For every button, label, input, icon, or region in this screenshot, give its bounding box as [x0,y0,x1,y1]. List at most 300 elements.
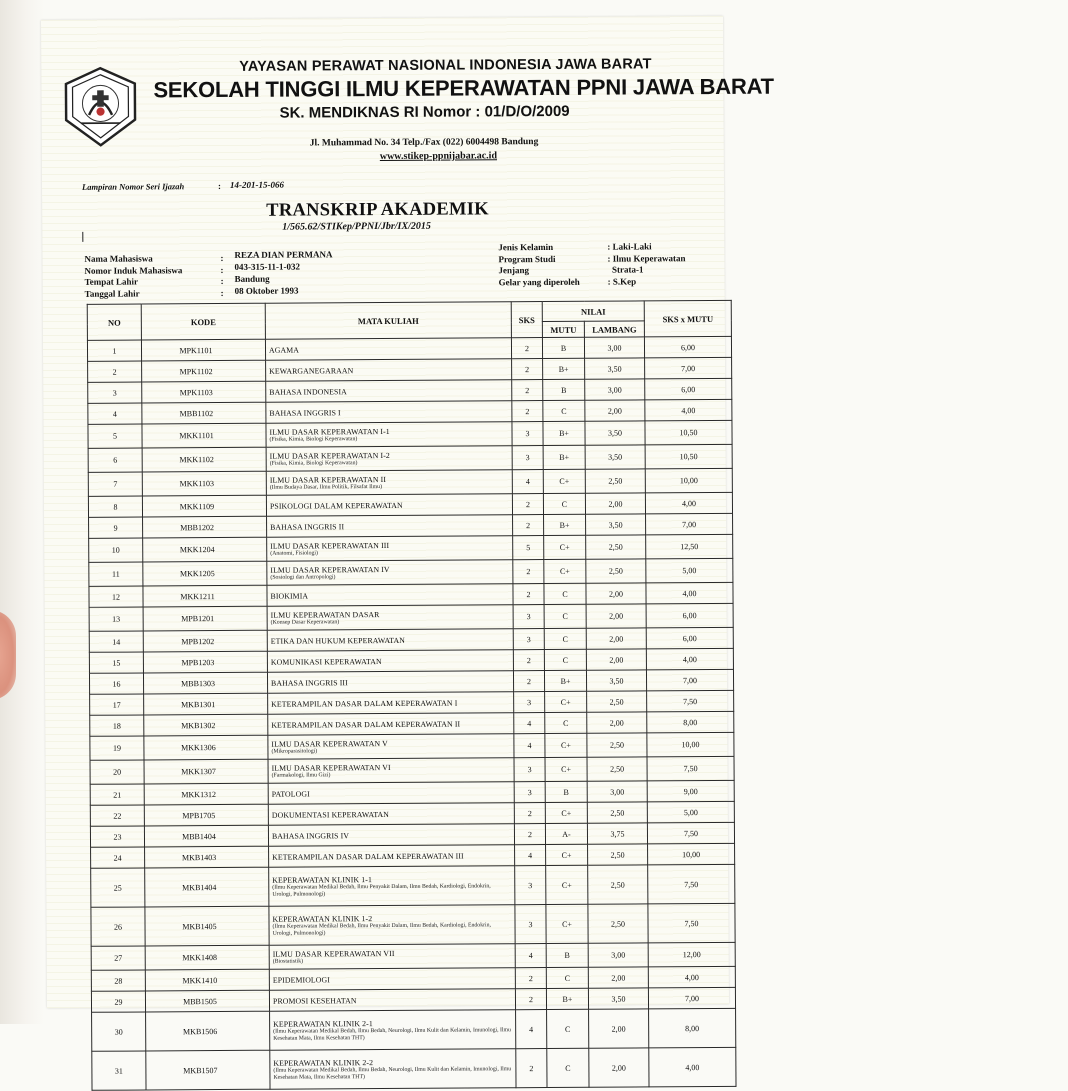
cell-code: MKB1403 [145,846,269,868]
course-detail: (Ilmu Keperawatan Medikal Bedah, Ilmu Bedah, Neurologi, Ilmu Kulit dan Kelamin, Imunologi, Ilmu Kesehatan Mata, Ilmu Kesehatan THT) [273,1026,511,1042]
course-name: ILMU KEPERAWATAN DASAR [270,609,380,620]
cell-no: 29 [91,991,145,1012]
cell-points: 2,50 [587,757,647,781]
cell-points: 2,50 [586,559,646,583]
birthdate-label: Tanggal Lahir [84,287,140,299]
cell-no: 14 [89,631,143,652]
cell-code: MPB1203 [143,651,267,673]
course-name: ILMU DASAR KEPERAWATAN VI [271,762,391,773]
cell-sks: 4 [516,1010,547,1049]
cell-sks: 4 [514,734,545,758]
cell-code: MKK1109 [142,495,266,517]
cell-no: 7 [88,472,142,496]
cell-total: 5,00 [647,801,734,823]
school-website: www.stikep-ppnijabar.ac.id [379,150,498,163]
course-name: KOMUNIKASI KEPERAWATAN [270,656,382,667]
cell-no: 5 [88,424,142,448]
course-detail: (Fisika, Kimia, Biologi Keperawatan) [269,459,358,467]
cell-code: MKK1103 [142,471,266,496]
cell-points: 2,00 [589,1009,649,1048]
cell-sks: 3 [513,605,544,629]
cell-code: MPK1101 [141,339,265,361]
table-row [92,1047,736,1090]
cell-points: 3,00 [584,337,644,358]
cell-no: 10 [89,538,143,562]
cell-no: 21 [90,784,144,805]
cell-code: MKB1404 [145,867,269,907]
cell-course [269,968,515,991]
student-gender: : Laki-Laki [607,241,652,252]
cell-course [268,803,514,826]
school-name: SEKOLAH TINGGI ILMU KEPERAWATAN PPNI JAWA BARAT [153,73,774,103]
cell-total: 6,00 [646,627,733,649]
cell-points: 2,00 [587,712,647,733]
cell-grade: A- [545,823,587,844]
course-name: BIOKIMIA [270,590,309,601]
school-address: Jl. Muhammad No. 34 Telp./Fax (022) 6004498 Bandung [309,137,539,149]
cell-points: 2,00 [586,604,646,628]
cell-sks: 2 [511,338,542,359]
student-info-labels [84,253,182,300]
course-name: KETERAMPILAN DASAR DALAM KEPERAWATAN III [272,851,464,862]
cell-course [267,536,513,562]
cell-total: 12,00 [648,942,735,967]
student-info-colons: : : : : [220,252,224,298]
cell-no: 26 [91,907,145,946]
cell-grade: C [545,712,587,733]
cell-no: 16 [89,673,143,694]
course-detail: (Mikroparasitologi) [271,747,318,755]
attachment-label: Lampiran Nomor Seri Ijazah [81,181,185,192]
birthplace-label: Tempat Lahir [84,276,139,287]
student-info-values [234,248,332,297]
col-no: NO [87,304,141,340]
cell-points: 2,00 [586,649,646,670]
course-name: ILMU DASAR KEPERAWATAN IV [270,564,390,575]
degree-label: Gelar yang diperoleh [498,276,580,287]
cell-code: MKB1405 [145,906,269,946]
cell-grade: B+ [544,514,586,535]
cell-code: MKB1301 [144,693,268,715]
student-birthdate: 08 Oktober 1993 [234,285,299,296]
cell-grade: C [547,1048,589,1087]
cell-course [266,380,512,403]
cell-course [267,671,513,694]
course-name: ETIKA DAN HUKUM KEPERAWATAN [270,635,406,646]
cell-sks: 4 [515,944,546,968]
cell-points: 2,00 [585,493,645,514]
cell-total: 4,00 [645,399,732,421]
cell-sks: 2 [513,584,544,605]
cell-points: 3,50 [585,445,645,469]
cell-grade: B+ [546,988,588,1009]
cell-grade: C [543,493,585,514]
cell-points: 3,50 [585,358,645,379]
cell-code: MKK1204 [143,537,267,562]
cell-grade: C [544,583,586,604]
program-info-labels [498,242,579,288]
cell-sks: 2 [514,803,545,824]
cell-sks: 2 [512,401,543,422]
program-label: Program Studi [498,253,556,264]
cell-code: MKK1205 [143,561,267,586]
cell-total: 7,50 [647,822,734,844]
cell-grade: C+ [544,559,586,583]
cell-grade: C+ [546,844,588,865]
cell-course [268,782,514,805]
foundation-name: YAYASAN PERAWAT NASIONAL INDONESIA JAWA BARAT [239,56,652,75]
cell-course [269,989,515,1012]
cell-grade: B [543,379,585,400]
cell-grade: C+ [545,733,587,757]
cell-course [269,944,515,970]
col-nilai: NILAI [542,301,644,322]
cell-grade: B+ [544,670,586,691]
cell-course [267,515,513,538]
cell-no: 15 [89,652,143,673]
grades-table-body [87,336,736,1090]
cell-total: 8,00 [649,1008,736,1048]
cell-grade: C [544,649,586,670]
course-detail: (Sosiologi dan Antropologi) [270,573,336,581]
cell-sks: 3 [514,782,545,803]
cell-points: 2,50 [586,535,646,559]
cell-total: 4,00 [646,582,733,604]
student-program: : Ilmu Keperawatan [607,252,686,264]
cell-grade: C+ [543,469,585,493]
cell-points: 3,00 [587,781,647,802]
cell-no: 19 [90,736,144,760]
cell-sks: 3 [514,758,545,782]
cell-sks: 3 [512,446,543,470]
cell-no: 8 [88,496,142,517]
course-name: ILMU DASAR KEPERAWATAN II [269,474,387,485]
cell-course [266,401,512,424]
col-lambang: LAMBANG [584,321,644,337]
cell-code: MBB1303 [143,672,267,694]
cell-course [267,629,513,652]
cell-sks: 2 [513,650,544,671]
cell-course [267,560,513,586]
attachment-colon: : [217,180,222,192]
cell-no: 3 [88,382,142,403]
cell-code: MBB1202 [143,516,267,538]
cell-course [269,845,515,868]
cell-no: 6 [88,448,142,472]
text-cursor-mark [82,232,83,242]
student-birthplace: Bandung [234,273,270,284]
cell-code: MPB1201 [143,606,267,631]
cell-course [266,359,512,382]
course-name: KETERAMPILAN DASAR DALAM KEPERAWATAN II [271,719,461,730]
nim-label: Nomor Induk Mahasiswa [84,264,183,276]
col-code: KODE [141,303,265,340]
course-name: PSIKOLOGI DALAM KEPERAWATAN [269,500,403,511]
course-detail: (Ilmu Keperawatan Medikal Bedah, Ilmu Penyakit Dalam, Ilmu Bedah, Kardiologi, Endokrin, Urologi, Pulmonologi) [272,921,491,937]
cell-grade: C [544,604,586,628]
course-name: BAHASA INGGRIS III [271,677,348,688]
cell-points: 2,50 [587,802,647,823]
cell-points: 2,50 [587,733,647,757]
cell-no: 12 [89,586,143,607]
cell-points: 3,50 [586,514,646,535]
cell-code: MPK1102 [142,360,266,382]
col-mutu: MUTU [542,321,584,337]
cell-total: 4,00 [646,648,733,670]
document-title: TRANSKRIP AKADEMIK [266,199,490,221]
cell-code: MKK1312 [144,783,268,805]
cell-course [266,494,512,517]
cell-course [269,866,515,907]
cell-course [266,422,512,448]
decree-number: SK. MENDIKNAS RI Nomor : 01/D/O/2009 [279,102,570,122]
cell-grade: C+ [545,757,587,781]
course-detail: (Ilmu Budaya Dasar, Ilmu Politik, Filsafat Ilmu) [269,483,383,491]
cell-course [269,905,515,946]
cell-no: 31 [92,1051,146,1090]
cell-total: 4,00 [648,966,735,988]
cell-points: 3,50 [585,421,645,445]
course-name: KETERAMPILAN DASAR DALAM KEPERAWATAN I [271,698,458,709]
cell-points: 2,50 [585,469,645,493]
course-name: KEPERAWATAN KLINIK 1-2 [272,913,373,924]
cell-course [268,758,514,784]
cell-sks: 2 [513,560,544,584]
course-name: PATOLOGI [271,788,310,799]
table-row [92,1008,736,1051]
cell-no: 24 [91,847,145,868]
cell-sks: 2 [515,968,546,989]
cell-course [266,470,512,496]
cell-points: 3,50 [586,670,646,691]
cell-no: 17 [90,694,144,715]
course-name: BAHASA INGGRIS I [269,407,341,418]
cell-no: 4 [88,403,142,424]
cell-total: 10,50 [645,444,732,469]
col-sks: SKS [511,302,542,338]
cell-total: 6,00 [645,378,732,400]
cell-total: 7,00 [646,669,733,691]
cell-total: 8,00 [647,711,734,733]
cell-grade: C [546,967,588,988]
attachment-value: 14-201-15-066 [229,179,285,190]
cell-sks: 4 [514,713,545,734]
course-detail: (Anatomi, Fisiologi) [270,549,318,557]
cell-code: MKK1211 [143,585,267,607]
transcript-sheet [41,16,774,1081]
course-detail: (Fisika, Kimia, Biologi Keperawatan) [269,435,358,443]
course-name: ILMU DASAR KEPERAWATAN III [270,540,390,551]
cell-total: 7,50 [648,903,735,943]
cell-grade: C+ [546,865,588,904]
cell-grade: B+ [543,445,585,469]
col-sks-mutu: SKS x MUTU [644,300,731,337]
cell-no: 9 [89,517,143,538]
cell-course [265,338,511,361]
course-detail: (Ilmu Keperawatan Medikal Bedah, Ilmu Penyakit Dalam, Ilmu Bedah, Kardiologi, Endokrin, Urologi, Pulmonologi) [272,882,491,898]
cell-total: 7,00 [648,987,735,1009]
cell-code: MKK1307 [144,759,268,784]
cell-total: 10,00 [647,732,734,757]
cell-course [268,734,514,760]
school-logo [59,65,141,147]
cell-grade: C [543,400,585,421]
cell-points: 2,00 [589,1048,649,1087]
cell-code: MPK1103 [142,381,266,403]
cell-no: 2 [88,361,142,382]
cell-total: 7,50 [647,756,734,781]
cell-code: MKK1101 [142,423,266,448]
cell-points: 3,75 [587,823,647,844]
cell-sks: 2 [512,359,543,380]
cell-points: 3,00 [585,379,645,400]
cell-total: 9,00 [647,780,734,802]
cell-sks: 2 [512,380,543,401]
cell-total: 4,00 [645,492,732,514]
cell-total: 7,50 [647,690,734,712]
cell-sks: 3 [515,866,546,905]
scan-background [0,0,44,1024]
cell-code: MBB1505 [145,990,269,1012]
cell-no: 30 [92,1012,146,1051]
gender-label: Jenis Kelamin [498,241,554,253]
course-detail: (Konsep Dasar Keperawatan) [270,618,340,626]
cell-course [266,446,512,472]
cell-sks: 3 [514,692,545,713]
cell-grade: C+ [546,904,588,943]
col-course: MATA KULIAH [265,302,511,340]
cell-course [270,1010,516,1051]
cell-sks: 3 [515,905,546,944]
course-name: EPIDEMIOLOGI [272,974,330,985]
cell-points: 2,00 [585,400,645,421]
level-label: Jenjang [498,265,530,276]
cell-points: 2,50 [588,904,648,943]
cell-code: MBB1102 [142,402,266,424]
cell-total: 10,00 [645,468,732,493]
student-degree: : S.Kep [607,275,637,287]
course-name: ILMU DASAR KEPERAWATAN VII [272,948,395,959]
cell-code: MPB1202 [143,630,267,652]
cell-total: 10,50 [645,420,732,445]
cell-code: MKK1102 [142,447,266,472]
cell-code: MKB1507 [146,1050,270,1090]
cell-sks: 2 [512,494,543,515]
course-detail: (Farmakologi, Ilmu Gizi) [271,771,331,779]
course-name: BAHASA INGGRIS II [270,521,345,532]
grades-table [87,300,737,1091]
cell-code: MKK1410 [145,969,269,991]
cell-total: 10,00 [648,843,735,865]
cell-no: 20 [90,760,144,784]
cell-grade: C [547,1009,589,1048]
course-name: KEPERAWATAN KLINIK 2-1 [273,1018,373,1029]
cell-no: 25 [91,868,145,907]
cell-course [268,692,514,715]
cell-no: 1 [87,340,141,361]
cell-points: 3,50 [588,988,648,1009]
course-name: ILMU DASAR KEPERAWATAN I-1 [269,426,390,437]
cell-course [267,605,513,631]
cell-course [268,713,514,736]
cell-total: 4,00 [649,1047,736,1087]
table-row [91,864,735,907]
student-name: REZA DIAN PERMANA [234,249,333,260]
cell-total: 5,00 [646,558,733,583]
cell-no: 23 [90,826,144,847]
cell-sks: 5 [513,536,544,560]
cell-total: 7,50 [648,864,735,904]
course-name: KEPERAWATAN KLINIK 1-1 [272,874,372,885]
course-name: PROMOSI KESEHATAN [272,995,357,1006]
cell-course [268,824,514,847]
cell-sks: 2 [515,989,546,1010]
cell-total: 12,50 [646,534,733,559]
student-nim: 043-315-11-1-032 [234,261,301,272]
cell-grade: C+ [544,535,586,559]
cell-no: 13 [89,607,143,631]
cell-code: MKK1306 [144,735,268,760]
cell-sks: 3 [512,422,543,446]
course-name: AGAMA [268,345,300,355]
course-name: ILMU DASAR KEPERAWATAN V [271,738,388,749]
cell-course [267,650,513,673]
cell-course [267,584,513,607]
cell-total: 6,00 [646,603,733,628]
cell-code: MKB1302 [144,714,268,736]
cell-grade: C [544,628,586,649]
cell-total: 7,00 [645,357,732,379]
cell-sks: 2 [513,515,544,536]
cell-points: 3,00 [588,943,648,967]
cell-grade: B+ [543,421,585,445]
course-name: KEWARGANEGARAAN [269,365,354,376]
cell-sks: 4 [515,845,546,866]
course-name: DOKUMENTASI KEPERAWATAN [271,809,390,820]
cell-sks: 2 [516,1049,547,1088]
cell-no: 28 [91,970,145,991]
cell-total: 6,00 [644,336,731,358]
cell-grade: B [546,943,588,967]
cell-no: 18 [90,715,144,736]
cell-points: 2,50 [588,844,648,865]
cell-sks: 2 [514,824,545,845]
cell-grade: C+ [545,802,587,823]
cell-grade: B [545,781,587,802]
table-row [91,903,735,946]
name-label: Nama Mahasiswa [84,253,153,264]
cell-grade: C+ [545,691,587,712]
cell-total: 7,00 [646,513,733,535]
program-info-values [607,241,685,287]
course-name: ILMU DASAR KEPERAWATAN I-2 [269,450,390,461]
cell-no: 27 [91,946,145,970]
cell-points: 2,00 [586,628,646,649]
cell-points: 2,50 [588,865,648,904]
course-name: BAHASA INGGRIS IV [271,830,350,841]
grades-table-header [87,300,731,340]
cell-points: 2,00 [588,967,648,988]
cell-code: MKK1408 [145,945,269,970]
cell-sks: 2 [513,671,544,692]
cell-code: MBB1404 [144,825,268,847]
cell-no: 11 [89,562,143,586]
cell-grade: B+ [543,358,585,379]
cell-points: 2,50 [587,691,647,712]
student-level: Strata-1 [611,264,644,275]
cell-grade: B [542,337,584,358]
cell-code: MPB1705 [144,804,268,826]
